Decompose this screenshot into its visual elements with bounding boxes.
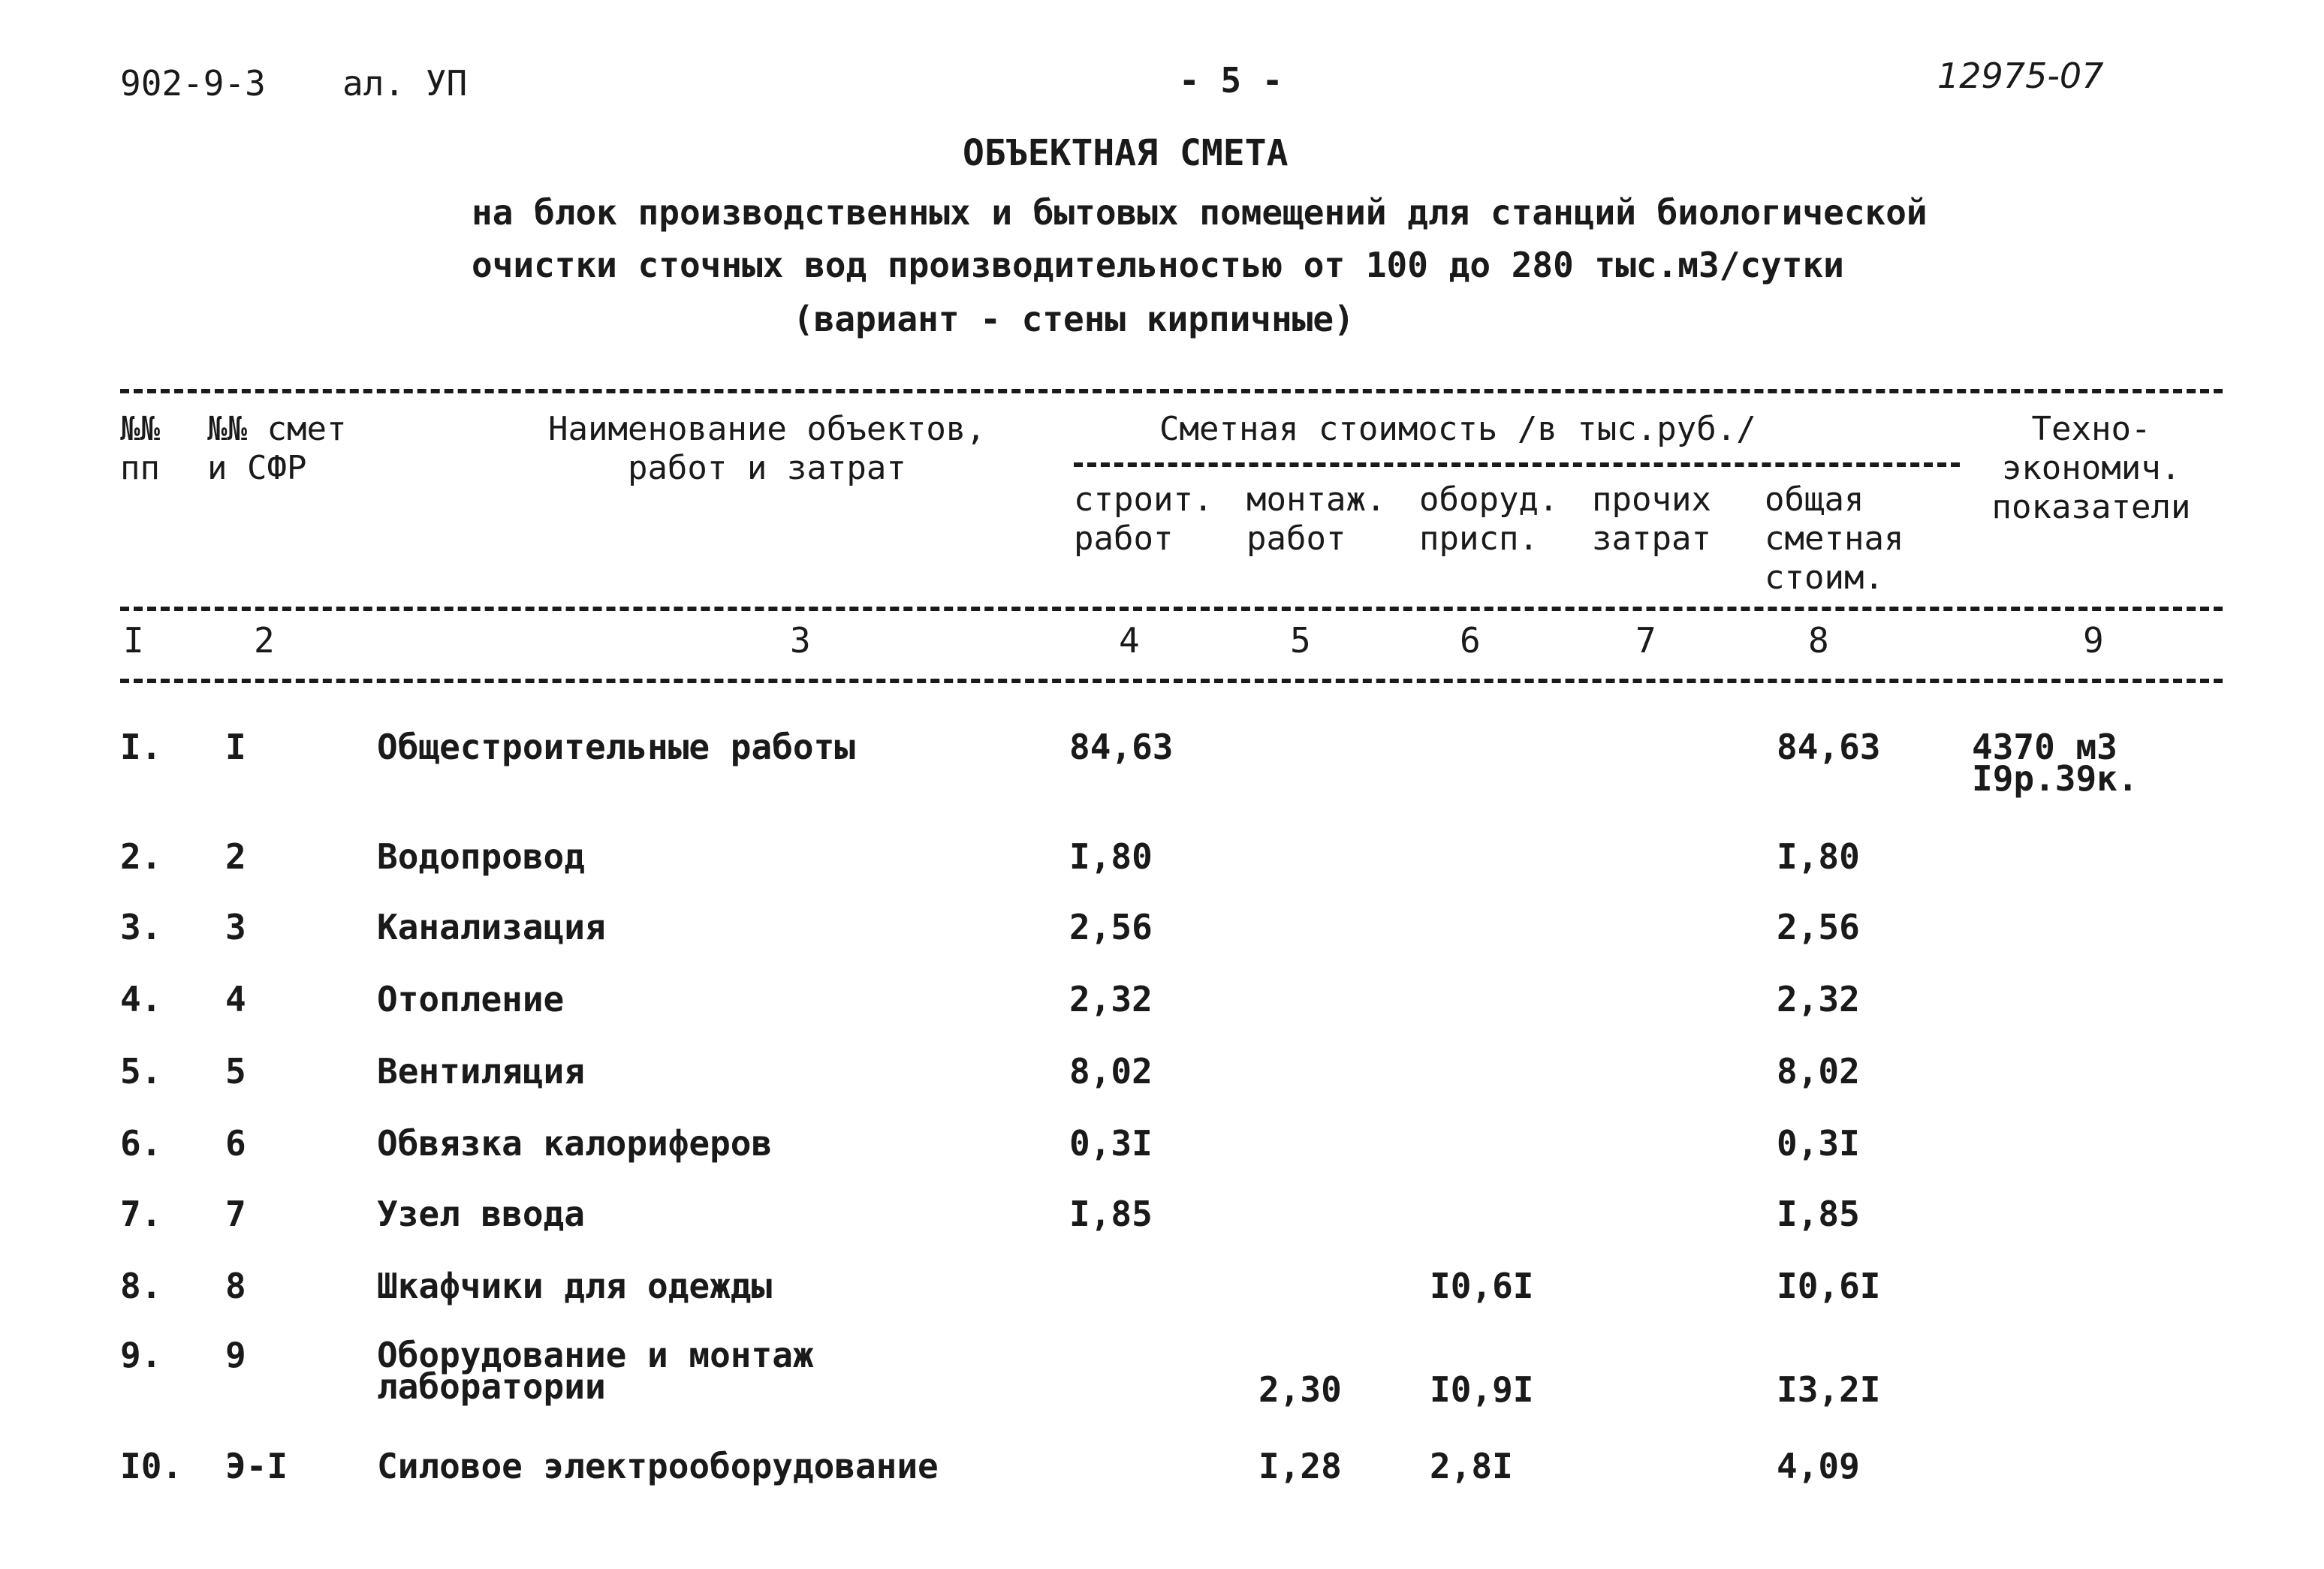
row-total-cost: I,80 (1777, 836, 1860, 877)
row-number: 5. (120, 1051, 162, 1092)
row-installation-cost: I,28 (1258, 1446, 1342, 1486)
row-tech-indicator-volume: 4370 м3 (1972, 727, 2118, 767)
row-name: Водопровод (377, 836, 585, 877)
row-name: Вентиляция (377, 1051, 585, 1092)
row-number: 8. (120, 1266, 162, 1306)
row-name: Оборудование и монтаж (377, 1335, 814, 1375)
header-col-4: строит. работ (1074, 480, 1213, 558)
col-number-3: 3 (790, 620, 811, 661)
row-total-cost: 8,02 (1777, 1051, 1860, 1092)
header-col-7: прочих затрат (1592, 480, 1711, 558)
row-total-cost: I0,6I (1777, 1266, 1881, 1306)
col-number-4: 4 (1119, 620, 1140, 661)
page-number: - 5 - (1179, 60, 1283, 101)
row-construction-cost: 8,02 (1069, 1051, 1153, 1092)
row-total-cost: I,85 (1777, 1194, 1860, 1234)
row-number: 2. (120, 836, 162, 877)
header-cost-group: Сметная стоимость /в тыс.руб./ (1159, 410, 1756, 448)
row-number: 6. (120, 1123, 162, 1164)
title-line-3: (вариант - стены кирпичные) (793, 299, 1355, 339)
row-estimate-ref: 4 (225, 979, 246, 1019)
row-equipment-cost: 2,8I (1430, 1446, 1513, 1486)
row-number: 9. (120, 1335, 162, 1375)
row-tech-indicator-unit-cost: I9р.39к. (1972, 758, 2139, 799)
row-total-cost: 0,3I (1777, 1123, 1860, 1164)
row-construction-cost: I,80 (1069, 836, 1153, 877)
inventory-number: 12975-07 (1937, 56, 2104, 96)
row-equipment-cost: I0,9I (1430, 1369, 1534, 1410)
column-numbers-rule (120, 679, 2223, 683)
row-estimate-ref: 3 (225, 907, 246, 947)
row-construction-cost: 2,56 (1069, 907, 1153, 947)
row-name: Отопление (377, 979, 565, 1019)
col-number-1: I (123, 620, 144, 661)
header-col-5: монтаж. работ (1246, 480, 1386, 558)
row-name-continued: лаборатории (377, 1366, 606, 1407)
row-construction-cost: 84,63 (1069, 727, 1174, 767)
row-number: 3. (120, 907, 162, 947)
document-code: 902-9-3 (120, 63, 266, 104)
album-number: ал. УП (342, 63, 468, 104)
row-construction-cost: I,85 (1069, 1194, 1153, 1234)
header-col-6: оборуд. присп. (1419, 480, 1559, 558)
col-number-7: 7 (1635, 620, 1656, 661)
col-number-8: 8 (1808, 620, 1829, 661)
row-estimate-ref: 2 (225, 836, 246, 877)
row-name: Узел ввода (377, 1194, 585, 1234)
row-number: 7. (120, 1194, 162, 1234)
col-number-9: 9 (2083, 620, 2104, 661)
col-number-6: 6 (1460, 620, 1481, 661)
row-name: Общестроительные работы (377, 727, 855, 767)
header-col-9: Техно- экономич. показатели (1991, 410, 2191, 526)
row-installation-cost: 2,30 (1258, 1369, 1342, 1410)
row-name: Шкафчики для одежды (377, 1266, 773, 1306)
title-line-1: на блок производственных и бытовых помещений для станций биологической (472, 192, 1928, 233)
title-line-2: очистки сточных вод производительностью от 100 до 280 тыс.м3/сутки (472, 245, 1844, 285)
row-total-cost: 4,09 (1777, 1446, 1860, 1486)
row-total-cost: 84,63 (1777, 727, 1881, 767)
col-number-2: 2 (254, 620, 275, 661)
col-number-5: 5 (1290, 620, 1311, 661)
header-col-2: №№ смет и СФР (207, 410, 347, 487)
document-title: ОБЪЕКТНАЯ СМЕТА (963, 132, 1289, 174)
row-number: 4. (120, 979, 162, 1019)
row-construction-cost: 0,3I (1069, 1123, 1153, 1164)
row-estimate-ref: 5 (225, 1051, 246, 1092)
row-estimate-ref: 7 (225, 1194, 246, 1234)
row-estimate-ref: 9 (225, 1335, 246, 1375)
header-bottom-rule (120, 607, 2223, 611)
header-col-1: №№ пп (120, 410, 160, 487)
header-col-3: Наименование объектов, работ и затрат (548, 410, 986, 487)
cost-group-rule (1074, 462, 1960, 467)
row-name: Силовое электрооборудование (377, 1446, 939, 1486)
table-top-rule (120, 389, 2223, 393)
row-estimate-ref: I (225, 727, 246, 767)
row-name: Обвязка калориферов (377, 1123, 773, 1164)
row-number: I0. (120, 1446, 183, 1486)
row-total-cost: I3,2I (1777, 1369, 1881, 1410)
header-col-8: общая сметная стоим. (1765, 480, 1904, 597)
row-estimate-ref: Э-I (225, 1446, 288, 1486)
row-total-cost: 2,56 (1777, 907, 1860, 947)
row-construction-cost: 2,32 (1069, 979, 1153, 1019)
row-equipment-cost: I0,6I (1430, 1266, 1534, 1306)
row-total-cost: 2,32 (1777, 979, 1860, 1019)
row-estimate-ref: 8 (225, 1266, 246, 1306)
row-estimate-ref: 6 (225, 1123, 246, 1164)
row-number: I. (120, 727, 162, 767)
row-name: Канализация (377, 907, 606, 947)
